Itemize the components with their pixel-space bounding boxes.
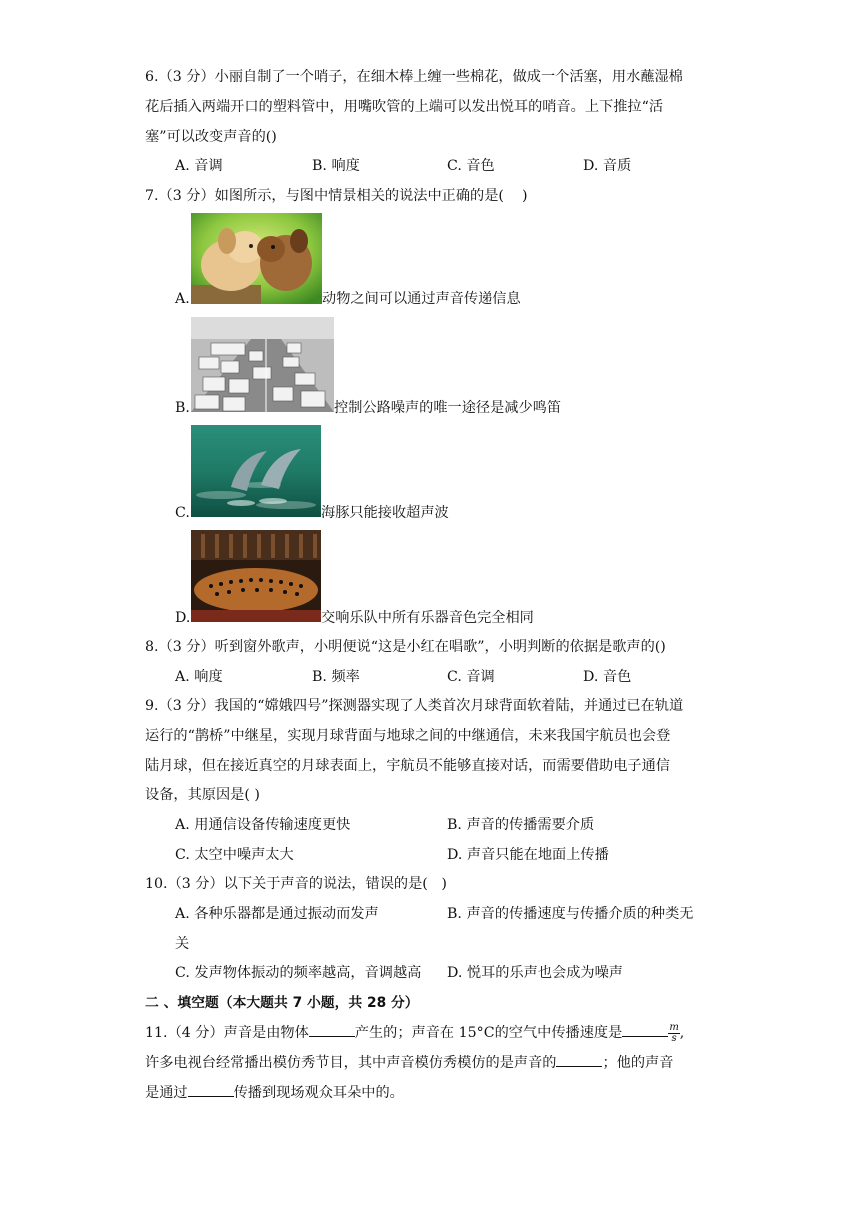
q10-stem: 10.（3 分）以下关于声音的说法，错误的是( ) bbox=[145, 876, 447, 892]
q7-option-a-text: 动物之间可以通过声音传递信息 bbox=[322, 291, 521, 307]
unit-denominator: s bbox=[671, 1032, 677, 1044]
answer-blank-4[interactable] bbox=[188, 1082, 234, 1097]
q6-line2: 花后插入两端开口的塑料管中，用嘴吹管的上端可以发出悦耳的哨音。上下推拉“活 bbox=[145, 99, 664, 115]
q6-option-a: A. 音调 bbox=[175, 158, 223, 174]
q6-option-d: D. 音质 bbox=[583, 158, 632, 174]
q6-option-c: C. 音色 bbox=[447, 158, 495, 174]
q10-option-c: C. 发声物体振动的频率越高，音调越高 bbox=[175, 965, 422, 981]
q11-comma: , bbox=[679, 1025, 685, 1041]
q11-text-2: 产生的；声音在 15°C的空气中传播速度是 bbox=[354, 1025, 623, 1041]
q8-option-a: A. 响度 bbox=[175, 669, 223, 685]
q7-option-b-letter: B. bbox=[175, 400, 190, 416]
orchestra-photo bbox=[191, 530, 321, 622]
q9-line3: 陆月球，但在接近真空的月球表面上，宇航员不能够直接对话，而需要借助电子通信 bbox=[145, 758, 670, 774]
q10-option-b: B. 声音的传播速度与传播介质的种类无 bbox=[447, 906, 694, 922]
q11-line2 bbox=[145, 1052, 673, 1073]
answer-blank-2[interactable] bbox=[622, 1022, 668, 1037]
q7-option-a-letter: A. bbox=[175, 291, 190, 307]
q10-option-d: D. 悦耳的乐声也会成为噪声 bbox=[447, 965, 623, 981]
q6-line1: 6.（3 分）小丽自制了一个哨子，在细木棒上缠一些棉花，做成一个活塞，用水蘸湿棉 bbox=[145, 69, 683, 85]
q10-option-a: A. 各种乐器都是通过振动而发声 bbox=[175, 906, 379, 922]
q7-option-b-text: 控制公路噪声的唯一途径是减少鸣笛 bbox=[334, 400, 562, 416]
q11-text-4: ；他的声音 bbox=[602, 1055, 674, 1071]
q8-stem: 8.（3 分）听到窗外歌声，小明便说“这是小红在唱歌”，小明判断的依据是歌声的() bbox=[145, 639, 666, 655]
q7-option-d-text: 交响乐队中所有乐器音色完全相同 bbox=[321, 610, 534, 626]
q9-option-d: D. 声音只能在地面上传播 bbox=[447, 847, 609, 863]
q11-line1 bbox=[145, 1022, 684, 1044]
puppies-photo bbox=[191, 213, 322, 304]
q8-option-d: D. 音色 bbox=[583, 669, 632, 685]
q9-option-b: B. 声音的传播需要介质 bbox=[447, 817, 595, 833]
q10-option-b-continued: 关 bbox=[175, 936, 190, 952]
section-heading: 二 、填空题（本大题共 7 小题，共 28 分） bbox=[145, 995, 419, 1011]
q11-text-5: 是通过 bbox=[145, 1085, 188, 1101]
unit-numerator: m bbox=[669, 1021, 679, 1033]
q11-text-3: 许多电视台经常播出模仿秀节目，其中声音模仿秀模仿的是声音的 bbox=[145, 1055, 557, 1071]
q8-option-b: B. 频率 bbox=[312, 669, 360, 685]
traffic-jam-photo bbox=[191, 317, 334, 412]
q7-option-c-letter: C. bbox=[175, 505, 190, 521]
q9-option-c: C. 太空中噪声太大 bbox=[175, 847, 294, 863]
q9-line1: 9.（3 分）我国的“嫦娥四号”探测器实现了人类首次月球背面软着陆，并通过已在轨道 bbox=[145, 698, 684, 714]
q11-text-6: 传播到现场观众耳朵中的。 bbox=[233, 1085, 404, 1101]
q9-line4: 设备，其原因是( ) bbox=[145, 787, 260, 803]
q7-option-c-text: 海豚只能接收超声波 bbox=[321, 505, 449, 521]
answer-blank-1[interactable] bbox=[309, 1022, 355, 1037]
q8-option-c: C. 音调 bbox=[447, 669, 495, 685]
q7-option-d-letter: D. bbox=[175, 610, 191, 626]
q9-line2: 运行的“鹊桥”中继星，实现月球背面与地球之间的中继通信，未来我国宇航员也会登 bbox=[145, 728, 671, 744]
answer-blank-3[interactable] bbox=[556, 1052, 602, 1067]
q11-text-1: 11.（4 分）声音是由物体 bbox=[145, 1025, 309, 1041]
q7-stem: 7.（3 分）如图所示，与图中情景相关的说法中正确的是( ) bbox=[145, 188, 528, 204]
unit-fraction bbox=[668, 1023, 679, 1044]
q11-line3 bbox=[145, 1082, 404, 1103]
q6-line3: 塞”可以改变声音的() bbox=[145, 129, 277, 145]
q9-option-a: A. 用通信设备传输速度更快 bbox=[175, 817, 351, 833]
dolphins-photo bbox=[191, 425, 321, 517]
q6-option-b: B. 响度 bbox=[312, 158, 360, 174]
